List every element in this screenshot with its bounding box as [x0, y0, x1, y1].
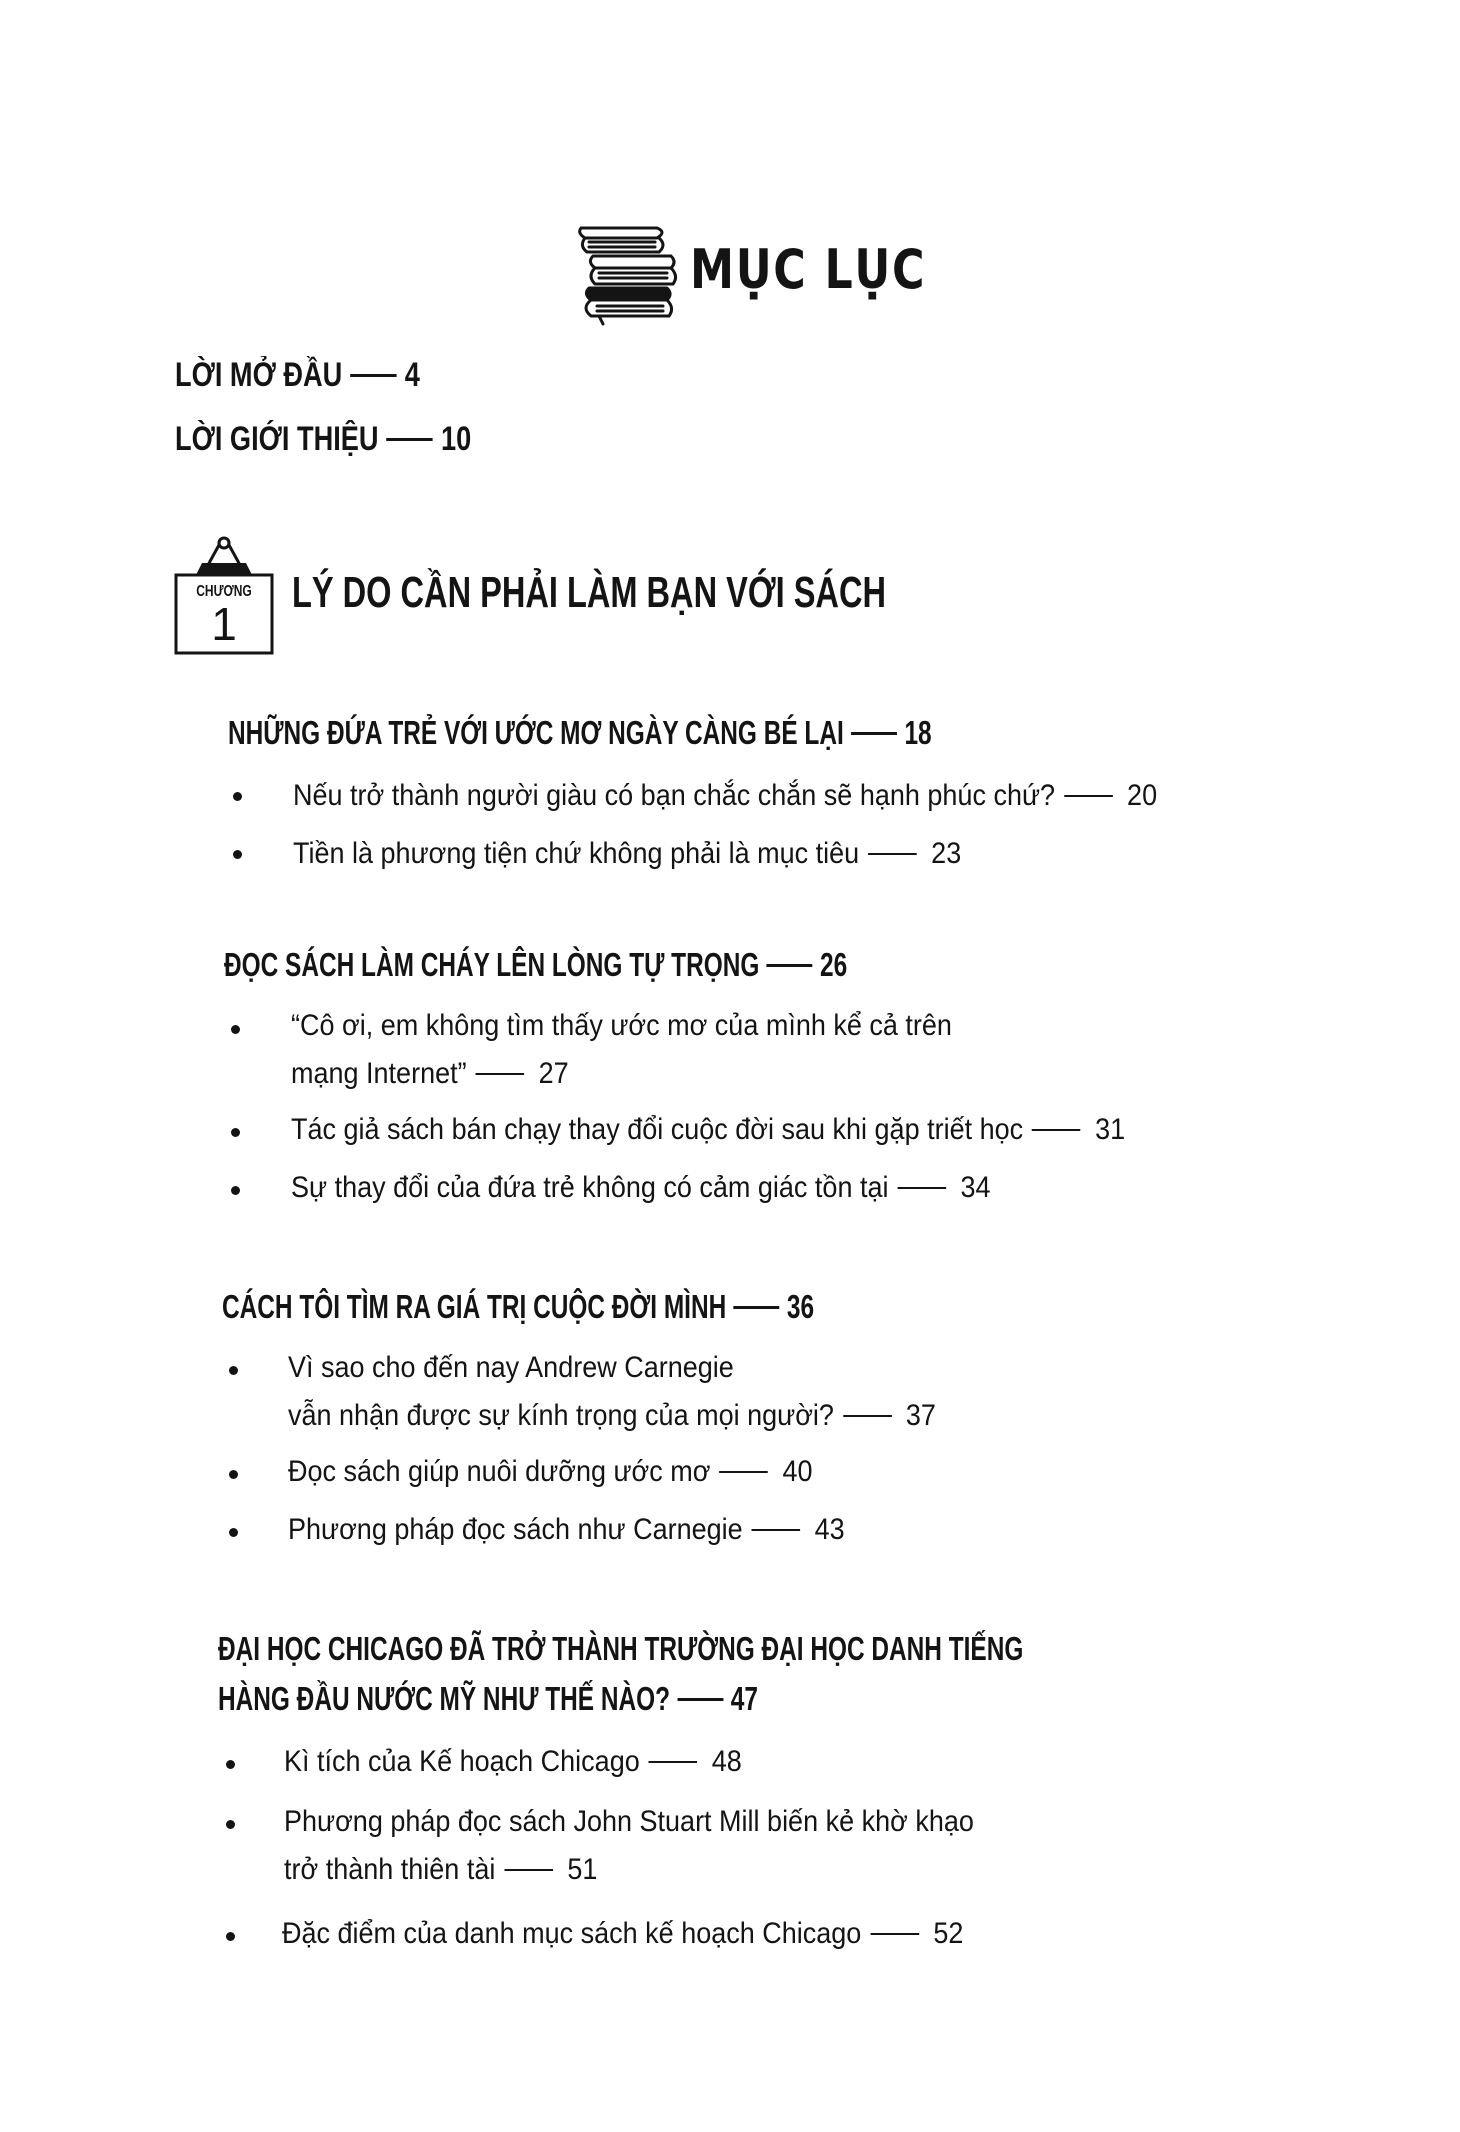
toc-item	[284, 1798, 974, 1894]
leader-dash	[387, 438, 433, 441]
toc-item	[291, 1106, 1125, 1154]
page-title: MỤC LỤC	[690, 238, 927, 301]
section-page: 26	[820, 946, 848, 983]
bullet	[229, 1528, 238, 1537]
leader-dash	[851, 732, 897, 735]
toc-item	[284, 1738, 742, 1786]
section-heading-text: ĐẠI HỌC CHICAGO ĐÃ TRỞ THÀNH TRƯỜNG ĐẠI HỌC DANH TIẾNG	[218, 1630, 1024, 1667]
item-page: 23	[931, 837, 962, 870]
bullet	[226, 1760, 235, 1769]
toc-item	[291, 1164, 991, 1212]
item-text: Sự thay đổi của đứa trẻ không có cảm giác tồn tại	[291, 1171, 889, 1204]
item-page: 51	[567, 1853, 598, 1886]
item-text: Nếu trở thành người giàu có bạn chắc chắn sẽ hạnh phúc chứ?	[293, 779, 1056, 812]
chapter-badge	[172, 535, 276, 655]
item-text: Vì sao cho đến nay Andrew Carnegie	[288, 1351, 734, 1384]
chapter-title: LÝ DO CẦN PHẢI LÀM BẠN VỚI SÁCH	[292, 568, 886, 617]
leader-dash	[767, 964, 813, 967]
bullet	[233, 850, 242, 859]
item-page: 34	[960, 1171, 991, 1204]
leader-dash	[1032, 1129, 1081, 1131]
entry-page: 10	[440, 420, 472, 458]
item-text: Đặc điểm của danh mục sách kế hoạch Chicago	[282, 1917, 862, 1950]
section-heading	[222, 1282, 814, 1332]
section-heading-text: NHỮNG ĐỨA TRẺ VỚI ƯỚC MƠ NGÀY CÀNG BÉ LẠI	[228, 714, 844, 751]
toc-item	[293, 772, 1157, 820]
leader-dash	[476, 1073, 525, 1075]
entry-label: LỜI GIỚI THIỆU	[175, 420, 379, 458]
leader-dash	[677, 1698, 723, 1701]
books-stack-icon	[575, 222, 679, 326]
leader-dash	[719, 1471, 768, 1473]
toc-item	[282, 1910, 963, 1958]
section-heading-text: ĐỌC SÁCH LÀM CHÁY LÊN LÒNG TỰ TRỌNG	[224, 946, 760, 983]
toc-entry-introduction	[175, 420, 471, 459]
leader-dash	[350, 374, 396, 377]
item-text: mạng Internet”	[291, 1057, 467, 1090]
entry-label: LỜI MỞ ĐẦU	[175, 356, 343, 394]
item-page: 40	[782, 1455, 813, 1488]
section-heading	[228, 708, 932, 758]
section-page: 47	[730, 1680, 758, 1717]
item-page: 27	[538, 1057, 569, 1090]
toc-item	[288, 1448, 813, 1496]
item-text: trở thành thiên tài	[284, 1853, 496, 1886]
toc-item	[293, 830, 961, 878]
section-heading-text: CÁCH TÔI TÌM RA GIÁ TRỊ CUỘC ĐỜI MÌNH	[222, 1288, 727, 1325]
item-page: 48	[711, 1745, 742, 1778]
item-text: vẫn nhận được sự kính trọng của mọi người?	[288, 1399, 834, 1432]
bullet	[233, 792, 242, 801]
bullet	[231, 1128, 240, 1137]
bullet	[226, 1932, 235, 1941]
toc-item	[288, 1506, 845, 1554]
section-heading-text: HÀNG ĐẦU NƯỚC MỸ NHƯ THẾ NÀO?	[218, 1680, 671, 1717]
item-page: 20	[1127, 779, 1158, 812]
item-page: 43	[814, 1513, 845, 1546]
section-heading	[224, 940, 847, 990]
item-text: Phương pháp đọc sách như Carnegie	[288, 1513, 743, 1546]
bullet	[229, 1366, 238, 1375]
bullet	[226, 1820, 235, 1829]
leader-dash	[868, 853, 917, 855]
leader-dash	[1064, 795, 1113, 797]
item-text: Tiền là phương tiện chứ không phải là mục tiêu	[293, 837, 860, 870]
entry-page: 4	[404, 356, 420, 394]
chapter-badge-number: 1	[211, 598, 237, 650]
leader-dash	[870, 1933, 919, 1935]
item-page: 52	[933, 1917, 964, 1950]
toc-item	[291, 1002, 952, 1098]
section-page: 36	[786, 1288, 815, 1325]
bullet	[231, 1186, 240, 1195]
leader-dash	[734, 1306, 780, 1309]
leader-dash	[504, 1869, 553, 1871]
chapter-badge-label: CHƯƠNG	[196, 583, 252, 600]
item-page: 37	[905, 1399, 936, 1432]
item-text: Đọc sách giúp nuôi dưỡng ước mơ	[288, 1455, 711, 1488]
leader-dash	[843, 1415, 892, 1417]
bullet	[229, 1470, 238, 1479]
toc-entry-foreword	[175, 356, 420, 395]
section-page: 18	[904, 714, 932, 751]
item-text: Kì tích của Kế hoạch Chicago	[284, 1745, 640, 1778]
leader-dash	[752, 1529, 801, 1531]
item-text: Tác giả sách bán chạy thay đổi cuộc đời sau khi gặp triết học	[291, 1113, 1024, 1146]
leader-dash	[649, 1761, 698, 1763]
section-heading	[218, 1624, 1023, 1724]
item-page: 31	[1095, 1113, 1126, 1146]
item-text: “Cô ơi, em không tìm thấy ước mơ của mình kể cả trên	[291, 1009, 952, 1042]
bullet	[231, 1025, 240, 1034]
item-text: Phương pháp đọc sách John Stuart Mill biến kẻ khờ khạo	[284, 1805, 974, 1838]
leader-dash	[897, 1187, 946, 1189]
toc-item	[288, 1344, 936, 1440]
